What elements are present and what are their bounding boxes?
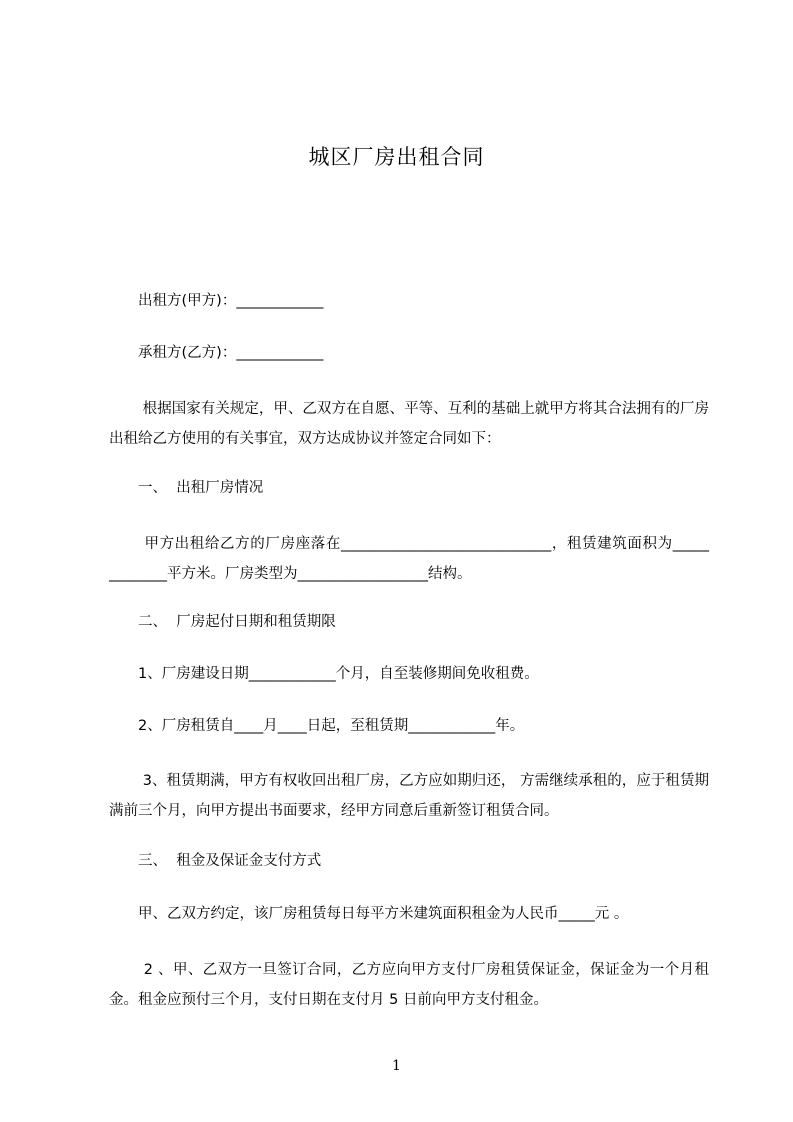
section-1-paragraph: 甲方出租给乙方的厂房座落在_____________________________，租赁建筑面积为_____ ________平方米。厂房类型为__________________结构。 bbox=[109, 536, 709, 582]
clause-3-2: 2 、甲、乙双方一旦签订合同，乙方应向甲方支付厂房租赁保证金，保证金为一个月租金。租金应预付三个月，支付日期在支付月 5 日前向甲方支付租金。 bbox=[109, 962, 709, 1008]
clause-3-1: 甲、乙双方约定，该厂房租赁每日每平方米建筑面积租金为人民币_____元 。 bbox=[109, 906, 629, 922]
clause-2-1: 1、厂房建设日期____________个月，自至装修期间免收租费。 bbox=[109, 666, 539, 682]
page-number: 1 bbox=[392, 1058, 401, 1074]
section-3-heading: 三、 租金及保证金支付方式 bbox=[109, 853, 322, 869]
intro-paragraph: 根据国家有关规定，甲、乙双方在自愿、平等、互利的基础上就甲方将其合法拥有的厂房出租给乙方使用的有关事宜，双方达成协议并签定合同如下： bbox=[109, 401, 709, 447]
clause-2-3: 3、租赁期满，甲方有权收回出租厂房，乙方应如期归还， 方需继续承租的，应于租赁期满前三个月，向甲方提出书面要求，经甲方同意后重新签订租赁合同。 bbox=[109, 773, 709, 819]
section-1-heading: 一、 出租厂房情况 bbox=[109, 480, 264, 496]
document-title: 城区厂房出租合同 bbox=[308, 145, 485, 169]
lessor-line: 出租方(甲方)：____________ bbox=[109, 293, 324, 309]
clause-2-2: 2、厂房租赁自____月____日起，至租赁期____________年。 bbox=[109, 718, 525, 734]
section-2-heading: 二、 厂房起付日期和租赁期限 bbox=[109, 614, 336, 630]
lessee-line: 承租方(乙方)：____________ bbox=[109, 345, 324, 361]
